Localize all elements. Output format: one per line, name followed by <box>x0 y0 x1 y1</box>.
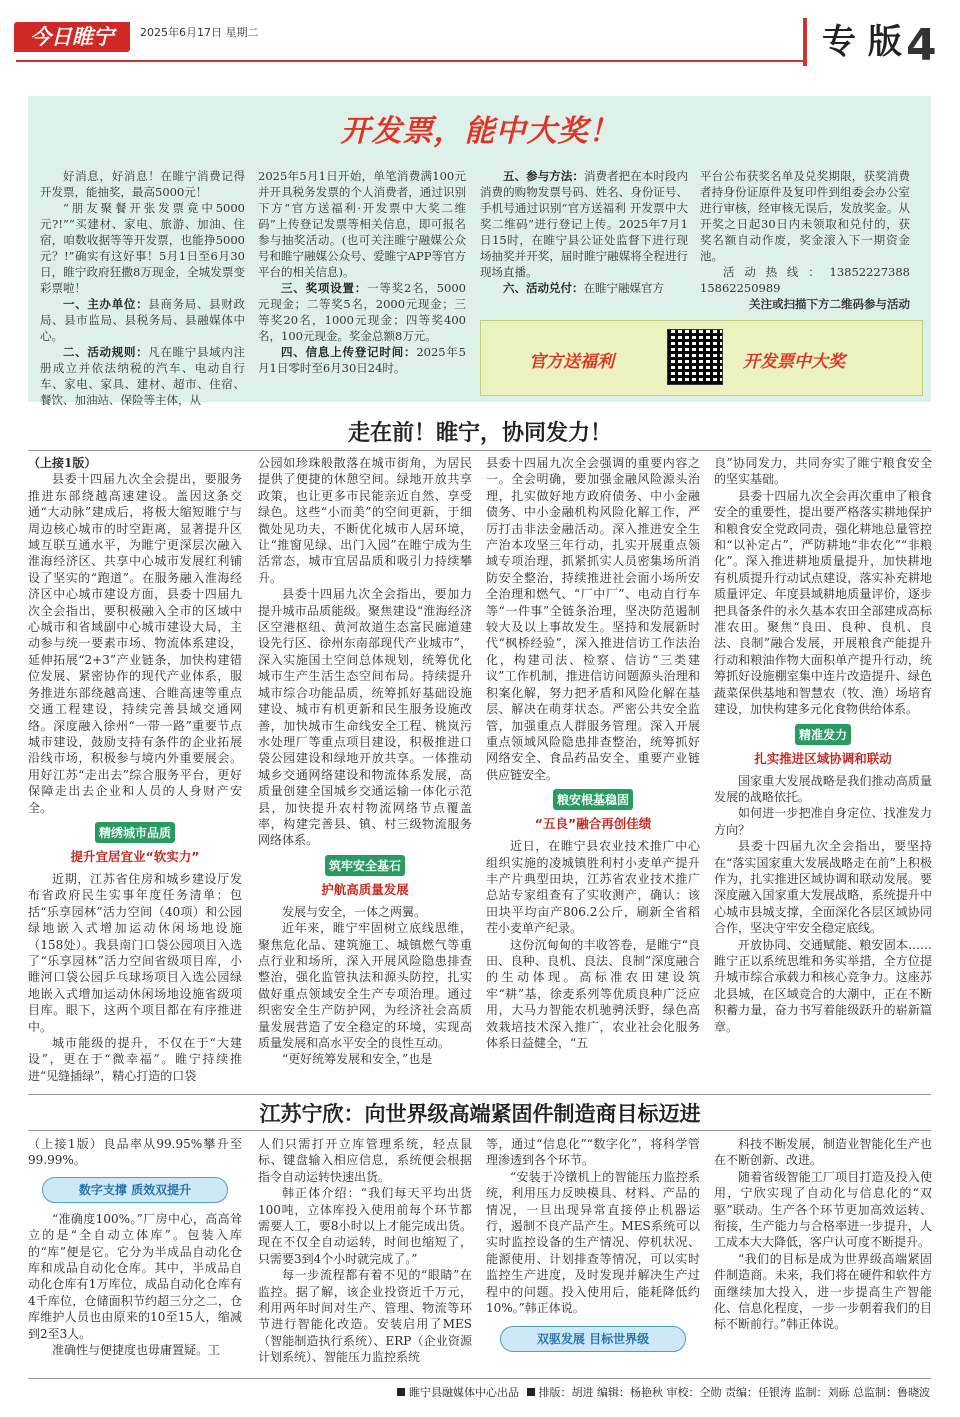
square-bullet-icon <box>397 1388 405 1396</box>
subhead-title: 护航高质量发展 <box>321 881 409 897</box>
subhead <box>258 855 472 898</box>
ad-text: 2025年5月1日零时至6月30日24时。 <box>258 345 466 375</box>
paragraph: 县委十四届九次全会指出，要加力提升城市品质能级。聚焦建设“淮海经济区空港枢纽、黄河故道生态富民廊道建设先行区、徐州东南部现代产业城市”，深入实施国土空间总体规划，统筹优化城市生产生活生态空间布局。持续提升城市综合功能品质，统筹抓好基础设施建设、城市有机更新和民生服务设施改善，加快城市生命线安全工程、桃岚污水处理厂等重点项目建设，积极推进口袋公园建设和绿地开放共享。一体推动城乡交通网络建设和物流体系发展，高质量创建全国城乡交通运输一体化示范县，加快提升农村物流网络节点覆盖率，构建完善县、镇、村三级物流服务网络体系。 <box>258 587 472 848</box>
paragraph: 随着省级智能工厂项目打造及投入使用，宁欣实现了自动化与信息化的“双驱”联动。生产各个环节更加高效运转、衔接，生产能力与合格率进一步提升，人工成本大大降低，客户认可度不断提升。 <box>714 1169 932 1250</box>
subhead-pill: 双驱发展 目标世界级 <box>500 1326 686 1352</box>
article2-col-2 <box>258 1136 472 1366</box>
banner-left-text: 官方送福利 <box>529 352 614 372</box>
paragraph: 良”协同发力，共同夯实了睢宁粮食安全的坚实基础。 <box>714 456 932 487</box>
issue-date: 2025年6月17日 星期二 <box>140 26 259 39</box>
paragraph: 每一步流程都有着不见的“眼睛”在监控。据了解，该企业投资近千万元，利用两年时间对生产、管理、物流等环节进行智能化改造。安装启用了MES（智能制造执行系统）、ERP（企业资源计划系统）、智能压力监控系统 <box>258 1268 472 1365</box>
page-number: 4 <box>906 20 937 71</box>
paragraph: 韩正体介绍：“我们每天平均出货100吨，立体库投入使用前每个环节都需要人工，要8小时以上才能完成出货。现在不仅全自动运转，时间也缩短了，只需要3到4个小时就完成了。” <box>258 1186 472 1266</box>
ad-heading: 二、活动规则： <box>63 345 149 359</box>
paragraph: 城市能级的提升，不仅在于“大建设”，更在于“微幸福”。睢宁持续推进“见缝插绿”，精心打造的口袋 <box>28 1036 242 1083</box>
article1-col-3 <box>486 455 700 1051</box>
header-vertical-bar <box>803 18 807 66</box>
ad-para: 2025年5月1日开始，单笔消费满100元并开具税务发票的个人消费者，通过识别下方“官方送福利·开发票中大奖二维码”上传登记发票等相关信息，即可报名参与抽奖活动。(也可关注睢宁融媒公众号和睢宁融媒公众号、爱睢宁APP等官方平台的相关信息)。 <box>258 169 466 279</box>
paragraph: 县委十四届九次全会强调的重要内容之一。全会明确，要加强金融风险源头治理，扎实做好地方政府债务、中小金融债务、中小金融机构风险化解工作，严厉打击非法金融活动。深入推进安全生产治本攻坚三年行动，扎实开展重点领域专项治理，抓紧抓实人员密集场所消防安全整治，持续推进社会面小场所安全治理和燃气、“厂中厂”、电动自行车等“一件事”全链条治理，坚决防范遏制较大及以上事故发生。坚持和发展新时代“枫桥经验”，深入推进信访工作法治化，构建司法、检察、信访“三类建议”工作机制，推进信访问题源头治理和积案化解，努力把矛盾和风险化解在基层、解决在萌芽状态。严密公共安全监管，加强重点人群服务管理。深入开展重点领域风险隐患排查整治，统筹抓好网络安全、食品药品安全、重要产业链供应链安全。 <box>486 456 700 782</box>
paragraph: 近日，在睢宁县农业技术推广中心组织实施的凌城镇胜利村小麦单产提升丰产片典型田块，江苏省农业技术推广总站专家组查有了实收测产，确认：该田块平均亩产806.2公斤，刷新全省稻茬小麦单产纪录。 <box>486 839 700 936</box>
ad-heading: 四、信息上传登记时间： <box>281 345 417 359</box>
paragraph: 人们只需打开立库管理系统，轻点鼠标、键盘输入相应信息，系统便会根据指令自动运转快速出货。 <box>258 1137 472 1184</box>
ad-col-1 <box>40 168 245 408</box>
ad-heading: 六、活动兑付： <box>503 281 584 295</box>
ad-para: “朋友聚餐开张发票竟中5000元?!”“买建材、家电、旅游、加油、住宿，咱数收据等等开发票，也能挣5000元？!”确实有这好事！5月1日至6月30日，睢宁政府狂撒8万现金，全城发票变彩票啦！ <box>40 201 245 295</box>
ad-col-2 <box>258 168 466 376</box>
subhead-tag: 精准发力 <box>795 724 851 745</box>
newspaper-logo: 今日睢宁 <box>14 22 130 52</box>
ad-heading: 三、奖项设置： <box>281 281 368 295</box>
paragraph: 县委十四届九次全会再次重申了粮食安全的重要性，提出要严格落实耕地保护和粮食安全党政同责，强化耕地总量管控和“以补定占”，严防耕地“非农化”“非粮化”。深入推进耕地质量提升，加快耕地有机质提升行动试点建设，落实补充耕地质量评定、年度县域耕地质量评价，逐步把具备条件的永久基本农田全部建成高标准农田。聚焦“良田、良种、良机、良法、良制”融合发展，开展粮食产能提升行动和粮油作物大面积单产提升行动，统筹抓好设施棚室集中连片改造提升、绿色蔬菜保供基地和智慧农（牧、渔）场培育建设，加快构建多元化食物供给体系。 <box>714 488 932 717</box>
paragraph: “我们的目标是成为世界级高端紧固件制造商。未来，我们将在硬件和软件方面继续加大投入，进一步提高生产智能化、信息化程度，一步一步朝着我们的目标不断前行。”韩正体说。 <box>714 1251 932 1332</box>
subhead-title: “五良”融合再创佳绩 <box>534 816 652 832</box>
subhead <box>28 822 242 865</box>
paragraph: 近期，江苏省住房和城乡建设厅发布省政府民生实事年度任务清单：包括“乐享园林”活力空间（40项）和公园绿地嵌入式增加运动休闲场地设施（158处）。我县南门口袋公园项目入选了“乐享园林”活力空间省级项目库，小睢河口袋公园乒乓球场项目入选公园绿地嵌入式增加运动休闲场地设施省级项目库。眼下，这两个项目都在有序推进中。 <box>28 871 242 1034</box>
footer-credits: 排版：胡进 编辑：杨艳秋 审校：仝勋 责编：任银涛 监制：刘砾 总监制：鲁晓波 <box>538 1386 930 1399</box>
ad-col-4 <box>700 168 910 312</box>
qr-caption: 关注或扫描下方二维码参与活动 <box>749 297 910 311</box>
article1-col-4 <box>714 455 932 1035</box>
paragraph: 近年来，睢宁牢固树立底线思维，聚焦危化品、建筑施工、城镇燃气等重点行业和场所，深入开展风险隐患排查整治，强化监管执法和源头防控，扎实做好重点领域安全生产专项治理。通过织密安全生产防护网，为经济社会高质量发展营造了安全稳定的环境，实现高质量发展和高水平安全的良性互动。 <box>258 921 472 1050</box>
paragraph: 这份沉甸甸的丰收答卷，是睢宁“良田、良种、良机、良法、良制”深度融合的生动体现。高标准农田建设筑牢“耕”基，徐麦系列等优质良种广泛应用，大马力智能农机驰骋沃野，绿色高效栽培技术深入推广，农业社会化服务体系日益健全，“五 <box>486 937 700 1050</box>
subhead-tag: 筑牢安全基石 <box>325 855 405 876</box>
article2-col-4 <box>714 1136 932 1333</box>
paragraph: 准确性与便捷度也毋庸置疑。工 <box>52 1343 221 1358</box>
ad-hotline: 活 动 热 线 ： 13852227388 15862250989 <box>700 265 910 295</box>
divider <box>28 1094 931 1095</box>
ad-heading: 五、参与方法： <box>503 169 584 183</box>
paragraph: 公园如珍珠般散落在城市街角，为居民提供了便捷的休憩空间。绿地开放共享政策，也让更多市民能亲近自然、享受绿色。这些“小而美”的空间更新，于细微处见功夫，不断优化城市人居环境，让“推窗见绿、出门入园”在睢宁成为生活常态，城市宜居品质和吸引力持续攀升。 <box>258 456 472 585</box>
continued-from: （上接1版） <box>28 456 97 470</box>
section-name: 专 版 <box>822 22 902 62</box>
article1-title: 走在前！睢宁，协同发力！ <box>347 421 612 446</box>
paragraph: 县委十四届九次全会提出，要服务推进东部绕越高速建设。盖因这条交通“大动脉”建成后，将极大缩短睢宁与周边核心城市的时空距离，显著提升区域互联互通水平，为睢宁更深层次融入淮海经济区、共享中心城市发展红利铺设了坚实的“跑道”。在服务融入淮海经济区中心城市建设方面，县委十四届九次全会指出，要积极融入全市的区域中心城市和省域副中心城市建设大局，主动参与统一要素市场、物流体系建设，延伸拓展“2+3”产业链条，加快构建错位发展、紧密协作的现代产业体系，服务推进东部绕越高速、合睢高速等重点交通工程建设，持续完善县域交通网络。深度融入徐州“一带一路”重要节点城市建设，鼓励支持有条件的企业拓展沿线市场，积极参与境内外重要展会。用好江苏“走出去”综合服务平台，更好保障走出去企业和人员的人身财产安全。 <box>28 472 242 815</box>
ad-title: 开发票，能中大奖！ <box>340 114 620 149</box>
banner-right-text: 开发票中大奖 <box>743 352 845 372</box>
divider <box>28 450 931 451</box>
paragraph: 国家重大发展战略是我们推动高质量发展的战略依托。 <box>714 773 932 804</box>
ad-heading: 一、主办单位： <box>63 297 149 311</box>
article1-col-1 <box>28 455 242 1084</box>
subhead <box>714 724 932 767</box>
ad-para: 好消息，好消息！在睢宁消费记得开发票，能抽奖，最高5000元！ <box>40 169 245 199</box>
paragraph: “更好统筹发展和安全，”也是 <box>282 1052 433 1067</box>
paragraph: “安装于冷镦机上的智能压力监控系统，利用压力反映模具、材料、产品的情况，一旦出现异常直接停止机器运行，遏制不良产品产生。MES系统可以实时监控设备的生产情况、停机状况、能源使用、计划排查等情况，可以实时监控生产进度，及时发现并解决生产过程中的问题。投入使用后，能耗降低约10%。”韩正体说。 <box>486 1169 700 1316</box>
subhead-title: 提升宜居宜业“软实力” <box>70 848 200 864</box>
paragraph: 开放协同、交通赋能、粮安固本……睢宁正以系统思维和务实举措，全方位提升城市综合承载力和核心竞争力。这座苏北县城，在区域竞合的大潮中，正在不断积蓄力量，奋力书写着能级跃升的崭新篇章。 <box>714 937 932 1034</box>
ad-col-3 <box>480 168 688 296</box>
article2-col-3 <box>486 1136 700 1352</box>
article2-col-1 <box>28 1136 242 1358</box>
footer-org: 睢宁县融媒体中心出品 <box>409 1386 520 1399</box>
page-footer <box>0 1384 960 1400</box>
paragraph: 发展与安全，一体之两翼。 <box>282 904 427 919</box>
ad-banner <box>480 320 923 396</box>
subhead-title: 扎实推进区域协调和联动 <box>754 750 892 766</box>
subhead-pill: 数字支撑 质效双提升 <box>42 1177 228 1203</box>
ad-text: 消费者把在本时段内消费的购物发票号码、姓名、身份证号、手机号通过识别“官方送福利 开发票中大奖二维码”进行登记上传。2025年7月1日15时，在睢宁县公证处监督下进行现场抽奖并开奖，届时睢宁融媒将全程进行现场直播。 <box>480 169 689 279</box>
paragraph: 等，通过“信息化”“数字化”，将科学管理渗透到各个环节。 <box>486 1137 700 1168</box>
paragraph: 科技不断发展，制造业智能化生产也在不断创新、改进。 <box>714 1137 932 1168</box>
paragraph: （上接1版）良品率从99.95%攀升至99.99%。 <box>28 1137 242 1168</box>
subhead-tag: 精绣城市品质 <box>95 822 175 843</box>
ad-text: 一等奖2名，5000元现金；二等奖5名，2000元现金；三等奖20名，1000元现金；四等奖400名，100元现金。奖金总额8万元。 <box>258 281 466 343</box>
article1-col-2 <box>258 455 472 1068</box>
ad-para: 平台公布获奖名单及兑奖期限，获奖消费者持身份证原件及复印件到组委会办公室进行审核，经审核无误后，发放奖金。从开奖之日起30日内未领取和兑付的，获奖名额自动作废，奖金滚入下一期资金池。 <box>700 169 910 263</box>
divider <box>28 1378 931 1379</box>
qr-code-icon[interactable] <box>667 329 723 385</box>
article2-title: 江苏宁欣：向世界级高端紧固件制造商目标迈进 <box>259 1102 701 1126</box>
paragraph: “准确度100%。”厂房中心，高高耸立的是“全自动立体库”。包装入库的“库”便是它。它分为半成品自动化仓库和成品自动化仓库。其中，半成品自动化仓库有1万库位，成品自动化仓库有4千库位，仓储面积节约超三分之二，仓库维护人员也由原来的10至15人，缩减到2至3人。 <box>28 1211 242 1341</box>
ad-text: 在睢宁融媒官方 <box>583 281 664 295</box>
ad-text: 县商务局、县财政局、县市监局、县税务局、县融媒体中心。 <box>40 297 245 343</box>
subhead-tag: 粮安根基稳固 <box>553 789 633 810</box>
ad-text: 凡在睢宁县域内注册成立并依法纳税的汽车、电动自行车、家电、家具、建材、超市、住宿、餐饮、加油站、保险等主体，从 <box>40 345 245 407</box>
paragraph: 县委十四届九次全会指出，要坚持在“落实国家重大发展战略走在前”上积极作为，扎实推进区域协调和联动发展。要深度融入国家重大发展战略，系统提升中心城市县城支撑，全面深化各层区域协同合作，坚决守牢安全稳定底线。 <box>714 839 932 936</box>
paragraph: 如何进一步把准自身定位、找准发力方向？ <box>714 806 932 837</box>
header-rule <box>16 60 804 62</box>
subhead <box>486 789 700 832</box>
page-header <box>0 0 960 88</box>
square-bullet-icon <box>527 1388 535 1396</box>
divider <box>28 1130 931 1131</box>
